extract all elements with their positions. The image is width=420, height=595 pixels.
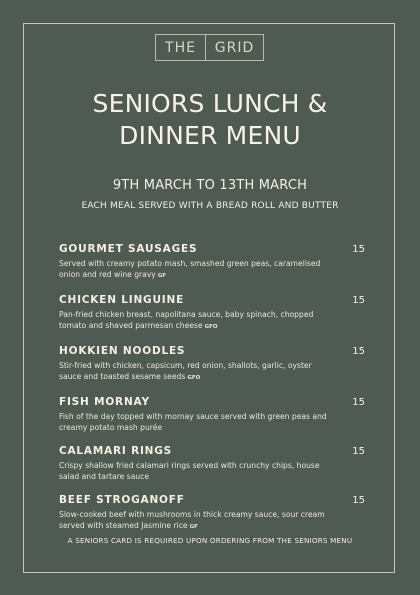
menu-item-name: CHICKEN LINGUINE <box>59 294 185 306</box>
menu-item-description <box>59 309 334 333</box>
menu-item-description <box>59 258 334 282</box>
menu-title-line-2: DINNER MENU <box>119 121 301 150</box>
menu-item <box>59 396 365 433</box>
menu-item-description <box>59 460 334 482</box>
menu-item-description-text: Served with creamy potato mash, smashed green peas, caramelised onion and red wine gravy <box>59 259 321 279</box>
menu-item-price: 15 <box>352 295 365 306</box>
menu-item-price: 15 <box>352 446 365 457</box>
dietary-tag: GF <box>189 524 198 530</box>
bread-roll-note: EACH MEAL SERVED WITH A BREAD ROLL AND BUTTER <box>81 201 339 211</box>
menu-item-name: HOKKIEN NOODLES <box>59 345 186 357</box>
menu-dates: 9TH MARCH TO 13TH MARCH <box>112 178 308 193</box>
menu-item-description-text: Slow-cooked beef with mushrooms in thick creamy sauce, sour cream served with steamed Jasmine rice <box>59 510 325 530</box>
menu-item-price: 15 <box>352 495 365 506</box>
dietary-tag: GF <box>157 273 167 279</box>
menu-item <box>59 294 365 333</box>
menu-item-description <box>59 360 334 384</box>
menu-item <box>59 243 365 282</box>
menu-item-description <box>59 411 334 433</box>
menu-item-name: CALAMARI RINGS <box>59 445 173 457</box>
menu-item <box>59 445 365 482</box>
menu-item-description-text: Pan-fried chicken breast, napolitana sauce, baby spinach, chopped tomato and shaved parmesan cheese <box>59 310 314 330</box>
menu-item-description-text: Crispy shallow fried calamari rings served with crunchy chips, house salad and tartare sauce <box>59 461 320 481</box>
menu-title <box>0 88 420 152</box>
dietary-tag: GFO <box>187 375 201 381</box>
logo <box>155 34 264 61</box>
menu-item <box>59 494 365 533</box>
dietary-tag: GFO <box>204 324 218 330</box>
menu-item-name: FISH MORNAY <box>59 396 150 408</box>
menu-item-description <box>59 509 334 533</box>
menu-item <box>59 345 365 384</box>
seniors-card-notice: A SENIORS CARD IS REQUIRED UPON ORDERING FROM THE SENIORS MENU <box>67 536 353 545</box>
menu-items <box>59 243 365 545</box>
menu-item-price: 15 <box>352 244 365 255</box>
menu-item-description-text: Stir-fried with chicken, capsicum, red onion, shallots, garlic, oyster sauce and toasted sesame seeds <box>59 361 312 381</box>
menu-title-line-1: SENIORS LUNCH & <box>92 89 328 118</box>
logo-word-the: THE <box>156 35 206 60</box>
menu-item-description-text: Fish of the day topped with mornay sauce served with green peas and creamy potato mash purée <box>59 412 327 432</box>
menu-item-name: GOURMET SAUSAGES <box>59 243 198 255</box>
menu-item-name: BEEF STROGANOFF <box>59 494 185 506</box>
menu-item-price: 15 <box>352 346 365 357</box>
menu-item-price: 15 <box>352 397 365 408</box>
logo-word-grid: GRID <box>214 39 255 56</box>
